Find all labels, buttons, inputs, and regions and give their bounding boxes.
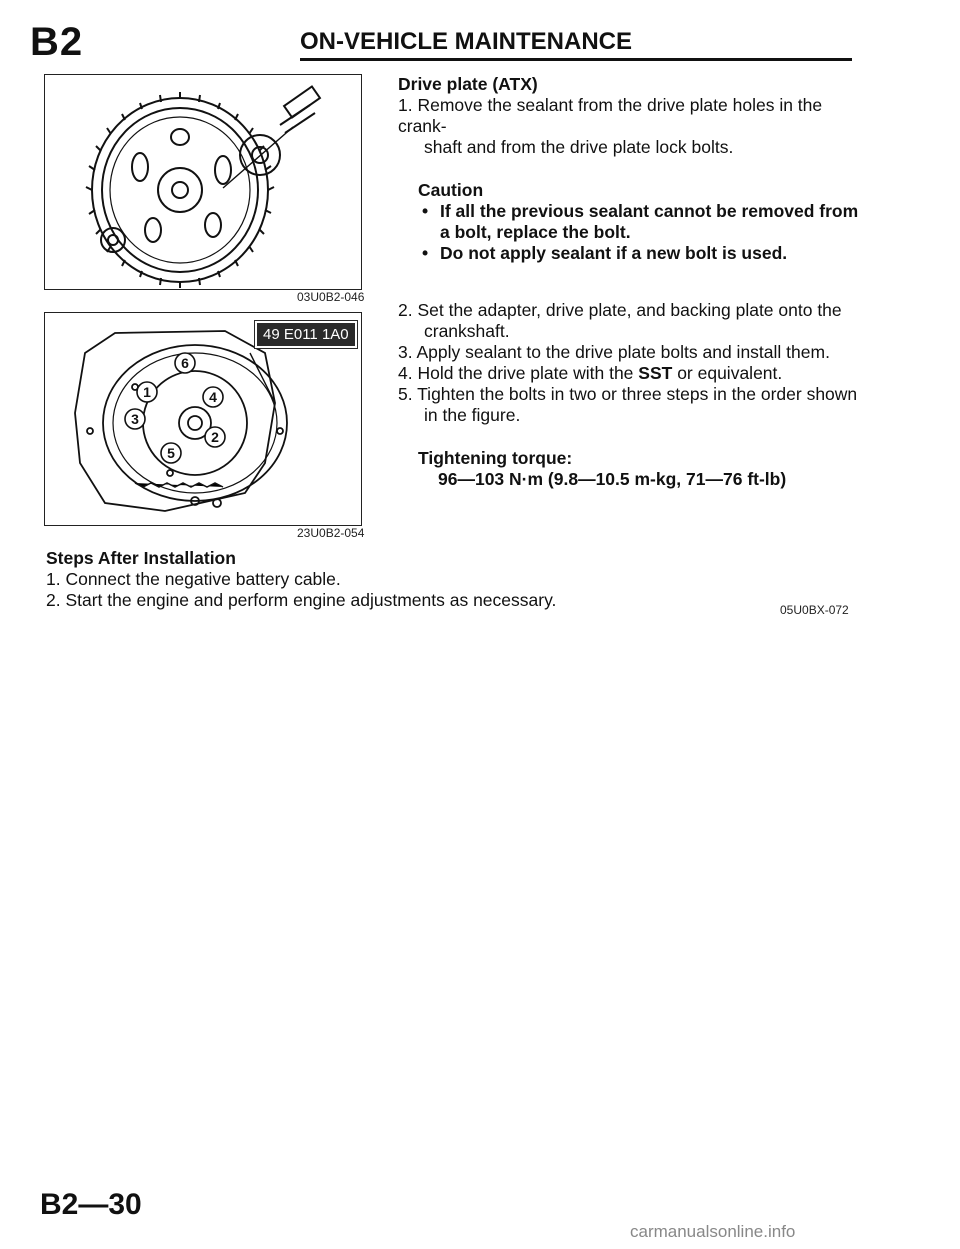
header-divider <box>300 58 852 61</box>
step-2-continued: crankshaft. <box>424 321 510 341</box>
figure-code: 03U0B2-046 <box>297 290 365 304</box>
after-step-2: 2. Start the engine and perform engine adjustments as necessary. <box>46 590 557 610</box>
figure-drive-plate <box>44 74 362 290</box>
caution-item <box>418 243 868 264</box>
drive-plate-illustration <box>45 75 361 289</box>
step-3: 3. Apply sealant to the drive plate bolts and install them. <box>398 342 830 362</box>
steps-after-section <box>46 548 826 611</box>
torque-value: 96—103 N·m (9.8—10.5 m-kg, 71—76 ft-lb) <box>438 469 787 489</box>
caution-item <box>418 201 868 243</box>
step-5: 5. Tighten the bolts in two or three steps in the order shown <box>398 384 858 404</box>
figure-tightening-order <box>44 312 362 526</box>
figure-code: 05U0BX-072 <box>780 603 849 617</box>
callout-1: 1 <box>143 384 151 400</box>
drive-plate-section <box>398 74 868 264</box>
callout-2: 2 <box>211 429 219 445</box>
sst-reference: SST <box>638 363 673 383</box>
step-5-continued: in the figure. <box>424 405 521 425</box>
section-heading: Drive plate (ATX) <box>398 74 538 94</box>
torque-heading: Tightening torque: <box>418 448 573 468</box>
page-title: ON-VEHICLE MAINTENANCE <box>300 28 633 55</box>
callout-4: 4 <box>209 389 217 405</box>
callout-3: 3 <box>131 411 139 427</box>
step-4-prefix: 4. Hold the drive plate with the <box>398 363 639 383</box>
caution-item-line: • Do not apply sealant if a new bolt is used. <box>440 243 788 263</box>
callout-6: 6 <box>181 355 189 371</box>
step-1-continued: shaft and from the drive plate lock bolts. <box>424 137 734 157</box>
figure-code: 23U0B2-054 <box>297 526 365 540</box>
after-step-1: 1. Connect the negative battery cable. <box>46 569 341 589</box>
section-heading: Steps After Installation <box>46 548 236 568</box>
caution-item-line: a bolt, replace the bolt. <box>440 222 631 242</box>
caution-item-line: • If all the previous sealant cannot be removed from <box>440 201 859 221</box>
watermark: carmanualsonline.info <box>630 1222 796 1241</box>
drive-plate-steps <box>398 300 868 490</box>
callout-5: 5 <box>167 445 175 461</box>
page-number: B2—30 <box>40 1188 142 1221</box>
step-4 <box>398 363 868 384</box>
sst-label: 49 E011 1A0 <box>255 321 357 348</box>
step-1: 1. Remove the sealant from the drive plate holes in the crank- <box>398 95 823 136</box>
step-4-suffix: or equivalent. <box>672 363 783 383</box>
step-2: 2. Set the adapter, drive plate, and backing plate onto the <box>398 300 842 320</box>
torque-block <box>398 448 868 490</box>
section-code: B2 <box>30 20 84 64</box>
caution-block <box>398 180 868 264</box>
caution-heading: Caution <box>418 180 484 200</box>
